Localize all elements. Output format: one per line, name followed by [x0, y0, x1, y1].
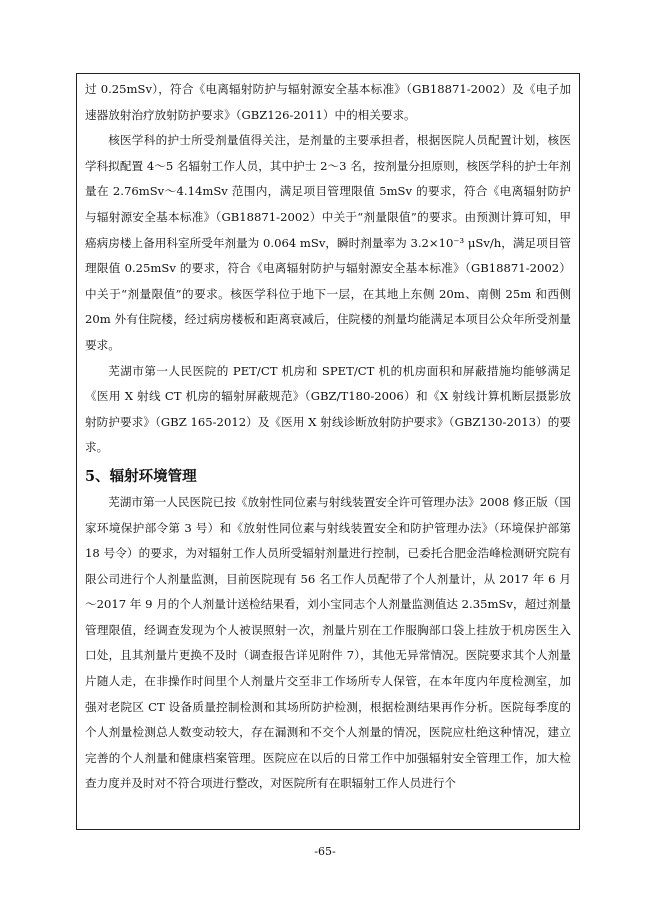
report-frame [76, 73, 580, 830]
section-heading: 5、辐射环境管理 [85, 467, 197, 485]
paragraph-pet-ct: 芜湖市第一人民医院的 PET/CT 机房和 SPET/CT 机的机房面积和屏蔽措施均能够满足《医用 X 射线 CT 机房的辐射屏蔽规范》（GBZ/T180-2006）和《X 射线计算机断层摄影放射防护要求》（GBZ 165-2012）及《医用 X 射线诊断放射防护要求》（GBZ130-2013）的要求。 [85, 363, 571, 455]
report-body [85, 77, 571, 797]
page-number: -65- [314, 845, 336, 858]
paragraph-nurse-dose: 核医学科的护士所受剂量值得关注，是剂量的主要承担者，根据医院人员配置计划，核医学科拟配置 4～5 名辐射工作人员，其中护士 2～3 名，按剂量分担原则，核医学科的护士年剂量在 2.76mSv～4.14mSv 范围内，满足项目管理限值 5mSv 的要求，符合《电离辐射防护与辐射源安全基本标准》（GB18871-2002）中关于“剂量限值”的要求。由预测计算可知，甲癌病房楼上备用科室所受年剂量为 0.064 mSv，瞬时剂量率为 3.2×10⁻³ μSv/h，满足项目管理限值 0.25mSv 的要求，符合《电离辐射防护与辐射源安全基本标准》（GB18871-2002）中关于“剂量限值”的要求。核医学科位于地下一层，在其地上东侧 20m、南侧 25m 和西侧 20m 外有住院楼，经过病房楼板和距离衰减后，住院楼的剂量均能满足本项目公众年所受剂量要求。 [85, 133, 571, 352]
paragraph-radiation-management: 芜湖市第一人民医院已按《放射性同位素与射线装置安全许可管理办法》2008 修正版（国家环境保护部令第 3 号）和《放射性同位素与射线装置安全和防护管理办法》（环境保护部第 18 号令）的要求，为对辐射工作人员所受辐射剂量进行控制，已委托合肥金浩峰检测研究院有限公司进行个人剂量监测，目前医院现有 56 名工作人员配带了个人剂量计，从 2017 年 6 月～2017 年 9 月的个人剂量计送检结果看，刘小宝同志个人剂量监测值达 2.35mSv，超过剂量管理限值，经调查发现为个人被误照射一次，剂量片别在工作服胸部口袋上挂放于机房医生入口处，且其剂量片更换不及时（调查报告详见附件 7），其他无异常情况。医院要求其个人剂量片随人走，在非操作时间里个人剂量片交至非工作场所专人保管，在本年度内年度检测室，加强对老院区 CT 设备质量控制检测和其场所防护检测，根据检测结果再作分析。医院每季度的个人剂量检测总人数变动较大，存在漏测和不交个人剂量的情况，医院应杜绝这种情况，建立完善的个人剂量和健康档案管理。医院应在以后的日常工作中加强辐射安全管理工作，加大检查力度并及时对不符合项进行整改，对医院所有在职辐射工作人员进行个 [85, 494, 571, 791]
paragraph-continuation: 过 0.25mSv），符合《电离辐射防护与辐射源安全基本标准》（GB18871-2002）及《电子加速器放射治疗放射防护要求》（GBZ126-2011）中的相关要求。 [85, 82, 571, 122]
